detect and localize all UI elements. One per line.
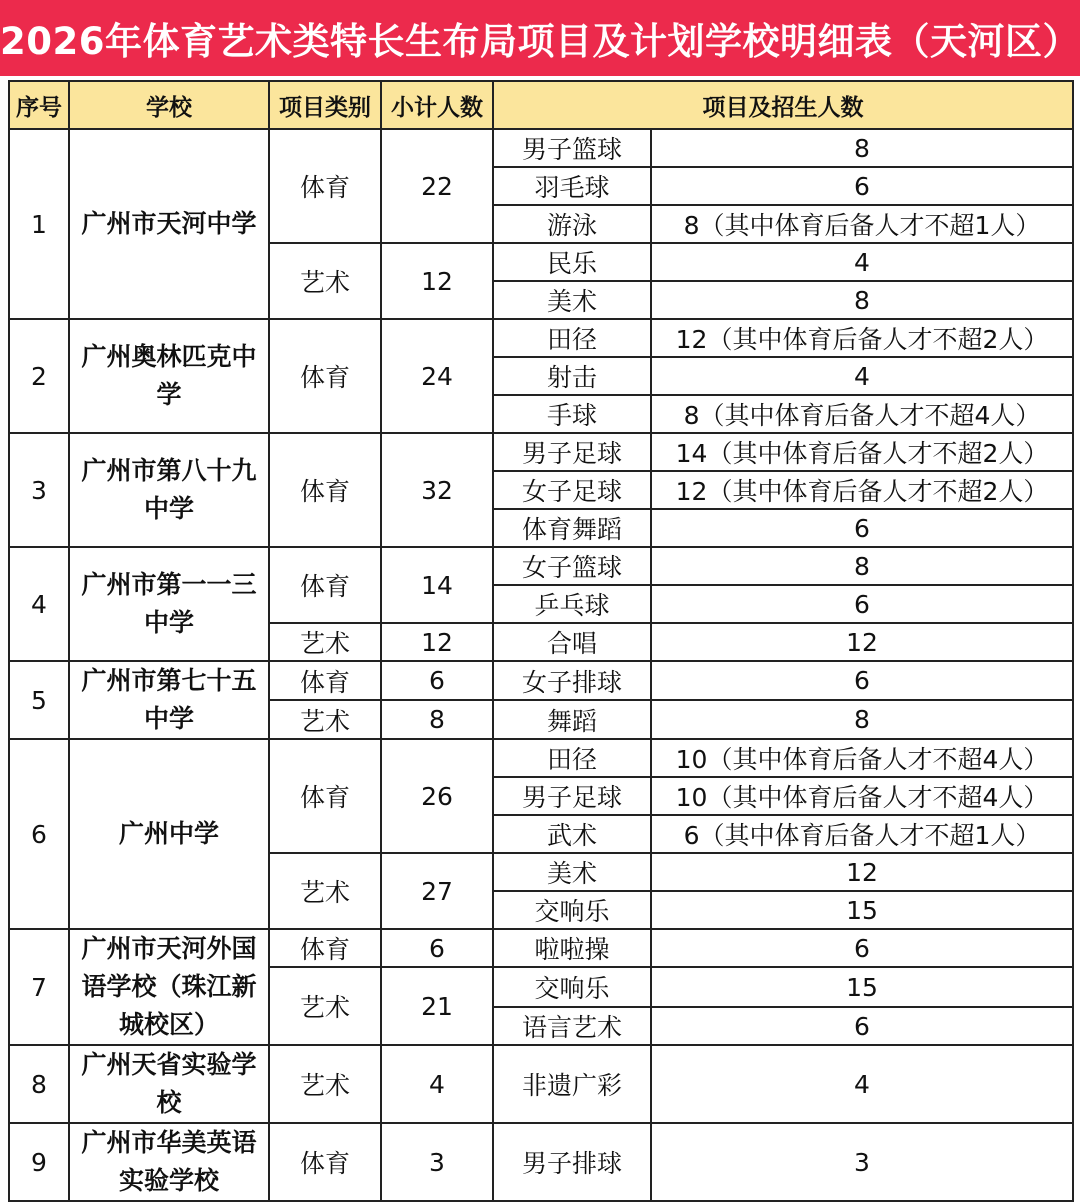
table-row bbox=[9, 661, 1073, 700]
row-index: 2 bbox=[9, 319, 69, 433]
row-index: 1 bbox=[9, 129, 69, 319]
item-enrollment: 14（其中体育后备人才不超2人） bbox=[651, 433, 1073, 471]
plan-table bbox=[8, 80, 1074, 1202]
table-row bbox=[9, 319, 1073, 357]
row-index: 8 bbox=[9, 1045, 69, 1123]
subtotal-count: 3 bbox=[381, 1123, 493, 1201]
table-row bbox=[9, 547, 1073, 585]
table-header-row bbox=[9, 81, 1073, 129]
item-name: 男子篮球 bbox=[493, 129, 651, 167]
item-enrollment: 6 bbox=[651, 929, 1073, 967]
item-name: 非遗广彩 bbox=[493, 1045, 651, 1123]
header-category: 项目类别 bbox=[269, 81, 381, 129]
subtotal-count: 32 bbox=[381, 433, 493, 547]
subtotal-count: 27 bbox=[381, 853, 493, 929]
item-enrollment: 6（其中体育后备人才不超1人） bbox=[651, 815, 1073, 853]
table-row bbox=[9, 433, 1073, 471]
item-name: 田径 bbox=[493, 319, 651, 357]
item-name: 女子足球 bbox=[493, 471, 651, 509]
item-enrollment: 8（其中体育后备人才不超4人） bbox=[651, 395, 1073, 433]
school-name: 广州市天河外国语学校（珠江新城校区） bbox=[69, 929, 269, 1045]
subtotal-count: 6 bbox=[381, 661, 493, 700]
row-index: 7 bbox=[9, 929, 69, 1045]
item-enrollment: 8 bbox=[651, 547, 1073, 585]
item-name: 交响乐 bbox=[493, 967, 651, 1007]
item-enrollment: 8（其中体育后备人才不超1人） bbox=[651, 205, 1073, 243]
item-enrollment: 12（其中体育后备人才不超2人） bbox=[651, 471, 1073, 509]
item-name: 游泳 bbox=[493, 205, 651, 243]
item-enrollment: 6 bbox=[651, 585, 1073, 623]
project-category: 体育 bbox=[269, 661, 381, 700]
table-row bbox=[9, 739, 1073, 777]
subtotal-count: 22 bbox=[381, 129, 493, 243]
item-name: 羽毛球 bbox=[493, 167, 651, 205]
item-enrollment: 6 bbox=[651, 509, 1073, 547]
school-name: 广州中学 bbox=[69, 739, 269, 929]
item-name: 田径 bbox=[493, 739, 651, 777]
item-name: 武术 bbox=[493, 815, 651, 853]
item-enrollment: 6 bbox=[651, 1007, 1073, 1045]
project-category: 艺术 bbox=[269, 700, 381, 739]
table-row bbox=[9, 1045, 1073, 1123]
item-enrollment: 8 bbox=[651, 700, 1073, 739]
school-name: 广州市第一一三中学 bbox=[69, 547, 269, 661]
row-index: 4 bbox=[9, 547, 69, 661]
school-name: 广州天省实验学校 bbox=[69, 1045, 269, 1123]
item-name: 女子排球 bbox=[493, 661, 651, 700]
school-name: 广州市华美英语实验学校 bbox=[69, 1123, 269, 1201]
item-name: 男子足球 bbox=[493, 433, 651, 471]
item-name: 啦啦操 bbox=[493, 929, 651, 967]
subtotal-count: 26 bbox=[381, 739, 493, 853]
subtotal-count: 12 bbox=[381, 243, 493, 319]
school-name: 广州奥林匹克中学 bbox=[69, 319, 269, 433]
project-category: 艺术 bbox=[269, 1045, 381, 1123]
item-enrollment: 12 bbox=[651, 623, 1073, 661]
header-index: 序号 bbox=[9, 81, 69, 129]
item-enrollment: 15 bbox=[651, 891, 1073, 929]
item-name: 乒乓球 bbox=[493, 585, 651, 623]
item-enrollment: 6 bbox=[651, 661, 1073, 700]
item-enrollment: 8 bbox=[651, 129, 1073, 167]
school-name: 广州市天河中学 bbox=[69, 129, 269, 319]
project-category: 体育 bbox=[269, 739, 381, 853]
project-category: 体育 bbox=[269, 129, 381, 243]
page-title: 2026年体育艺术类特长生布局项目及计划学校明细表（天河区） bbox=[0, 0, 1080, 76]
header-school: 学校 bbox=[69, 81, 269, 129]
item-name: 美术 bbox=[493, 281, 651, 319]
subtotal-count: 12 bbox=[381, 623, 493, 661]
project-category: 体育 bbox=[269, 929, 381, 967]
project-category: 体育 bbox=[269, 319, 381, 433]
subtotal-count: 4 bbox=[381, 1045, 493, 1123]
subtotal-count: 24 bbox=[381, 319, 493, 433]
row-index: 9 bbox=[9, 1123, 69, 1201]
item-name: 合唱 bbox=[493, 623, 651, 661]
item-enrollment: 4 bbox=[651, 1045, 1073, 1123]
item-enrollment: 4 bbox=[651, 243, 1073, 281]
subtotal-count: 14 bbox=[381, 547, 493, 623]
row-index: 3 bbox=[9, 433, 69, 547]
item-name: 男子足球 bbox=[493, 777, 651, 815]
subtotal-count: 8 bbox=[381, 700, 493, 739]
item-name: 交响乐 bbox=[493, 891, 651, 929]
subtotal-count: 21 bbox=[381, 967, 493, 1045]
item-enrollment: 15 bbox=[651, 967, 1073, 1007]
project-category: 艺术 bbox=[269, 243, 381, 319]
item-enrollment: 10（其中体育后备人才不超4人） bbox=[651, 739, 1073, 777]
school-name: 广州市第七十五中学 bbox=[69, 661, 269, 739]
item-enrollment: 4 bbox=[651, 357, 1073, 395]
item-name: 舞蹈 bbox=[493, 700, 651, 739]
item-name: 手球 bbox=[493, 395, 651, 433]
subtotal-count: 6 bbox=[381, 929, 493, 967]
project-category: 体育 bbox=[269, 547, 381, 623]
row-index: 5 bbox=[9, 661, 69, 739]
item-enrollment: 12 bbox=[651, 853, 1073, 891]
item-enrollment: 8 bbox=[651, 281, 1073, 319]
project-category: 体育 bbox=[269, 1123, 381, 1201]
item-enrollment: 10（其中体育后备人才不超4人） bbox=[651, 777, 1073, 815]
item-enrollment: 6 bbox=[651, 167, 1073, 205]
item-enrollment: 3 bbox=[651, 1123, 1073, 1201]
item-name: 语言艺术 bbox=[493, 1007, 651, 1045]
item-name: 女子篮球 bbox=[493, 547, 651, 585]
header-subtotal: 小计人数 bbox=[381, 81, 493, 129]
item-name: 体育舞蹈 bbox=[493, 509, 651, 547]
row-index: 6 bbox=[9, 739, 69, 929]
table-row bbox=[9, 929, 1073, 967]
project-category: 艺术 bbox=[269, 967, 381, 1045]
item-enrollment: 12（其中体育后备人才不超2人） bbox=[651, 319, 1073, 357]
project-category: 艺术 bbox=[269, 623, 381, 661]
table-row bbox=[9, 129, 1073, 167]
item-name: 射击 bbox=[493, 357, 651, 395]
table-row bbox=[9, 1123, 1073, 1201]
header-items: 项目及招生人数 bbox=[493, 81, 1073, 129]
project-category: 艺术 bbox=[269, 853, 381, 929]
school-name: 广州市第八十九中学 bbox=[69, 433, 269, 547]
project-category: 体育 bbox=[269, 433, 381, 547]
item-name: 美术 bbox=[493, 853, 651, 891]
item-name: 男子排球 bbox=[493, 1123, 651, 1201]
item-name: 民乐 bbox=[493, 243, 651, 281]
